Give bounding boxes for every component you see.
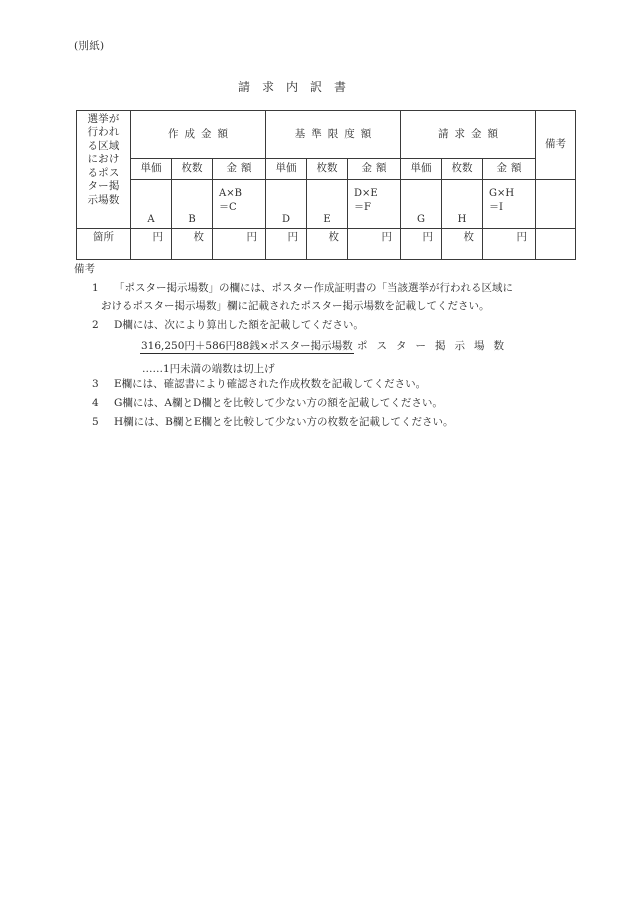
table-row-entry — [77, 229, 576, 260]
row-header-line-4: におけ — [87, 153, 120, 166]
subheader-creation-sheets: 枚数 — [172, 159, 213, 180]
remark-note-4-number: 4 — [92, 396, 99, 409]
page-title: 請求内訳書 — [238, 80, 359, 94]
subheader-creation-amount: 金額 — [213, 159, 266, 180]
table-row-sub-header — [77, 159, 576, 180]
subheader-creation-unit-price: 単価 — [131, 159, 172, 180]
cell-formula-creation-sheets[interactable] — [172, 180, 213, 229]
cell-formula-limit-unit-price[interactable] — [266, 180, 307, 229]
cell-formula-claim-unit-price[interactable] — [401, 180, 442, 229]
row-header-line-3: る区域 — [87, 139, 120, 152]
formula-g: G — [417, 214, 426, 226]
subheader-claim-amount: 金額 — [483, 159, 536, 180]
cell-entry-claim-sheets[interactable] — [442, 229, 483, 260]
formula-dxe: D×E ＝F — [354, 188, 378, 213]
formula-fraction — [140, 337, 513, 355]
cell-entry-claim-unit-price[interactable] — [401, 229, 442, 260]
unit-sheets: 枚 — [328, 231, 340, 243]
remark-note-1-line-2: おけるポスター掲示場数」欄に記載されたポスター掲示場数を記載してください。 — [101, 299, 490, 312]
unit-yen: 円 — [287, 231, 299, 243]
table-row-group-header — [77, 111, 576, 159]
remark-note-4 — [74, 394, 574, 412]
cell-entry-remarks[interactable] — [536, 229, 576, 260]
remark-note-2-number: 2 — [92, 318, 99, 331]
unit-yen: 円 — [516, 231, 528, 243]
column-header-remarks: 備考 — [536, 111, 576, 180]
cell-formula-claim-sheets[interactable] — [442, 180, 483, 229]
cell-formula-limit-sheets[interactable] — [307, 180, 348, 229]
cell-entry-claim-amount[interactable] — [483, 229, 536, 260]
cell-formula-limit-amount[interactable] — [348, 180, 401, 229]
subheader-limit-amount: 金額 — [348, 159, 401, 180]
remark-note-5-number: 5 — [92, 415, 99, 428]
subheader-claim-sheets: 枚数 — [442, 159, 483, 180]
formula-b: B — [188, 214, 196, 226]
formula-a: A — [147, 214, 155, 226]
unit-yen: 円 — [381, 231, 393, 243]
row-header-line-1: 選挙が — [87, 113, 120, 125]
formula-e: E — [323, 214, 331, 226]
remark-note-1-text — [101, 279, 574, 315]
remark-note-1-number: 1 — [92, 281, 99, 294]
group-header-standard-limit-amount: 基準限度額 — [266, 111, 401, 159]
remarks-section — [74, 262, 574, 432]
row-header-line-2: 行われ — [87, 126, 120, 139]
remark-note-1 — [74, 279, 574, 315]
cell-formula-creation-unit-price[interactable] — [131, 180, 172, 229]
remark-note-5-line-1: H欄には、B欄とE欄とを比較して少ない方の枚数を記載してください。 — [114, 415, 454, 428]
remark-note-1-line-1: 「ポスター掲示場数」の欄には、ポスター作成証明書の「当該選挙が行われる区域に — [114, 281, 513, 294]
limit-amount-formula — [140, 337, 574, 373]
cell-entry-creation-sheets[interactable] — [172, 229, 213, 260]
remark-note-3-line-1: E欄には、確認書により確認された作成枚数を記載してください。 — [114, 377, 427, 390]
row-header-line-6: ター掲 — [87, 180, 120, 193]
cell-formula-creation-amount[interactable] — [213, 180, 266, 229]
formula-numerator: 316,250円＋586円88銭×ポスター掲示場数 — [141, 339, 353, 352]
cell-formula-claim-amount[interactable] — [483, 180, 536, 229]
unit-yen: 円 — [246, 231, 258, 243]
cell-entry-creation-unit-price[interactable] — [131, 229, 172, 260]
unit-yen: 円 — [422, 231, 434, 243]
unit-places: 箇所 — [93, 231, 114, 243]
subheader-limit-unit-price: 単価 — [266, 159, 307, 180]
remark-note-4-line-1: G欄には、A欄とD欄とを比較して少ない方の額を記載してください。 — [114, 396, 443, 409]
cell-unit-poster-count[interactable] — [77, 229, 131, 260]
formula-axb: A×B ＝C — [219, 188, 242, 213]
billing-breakdown-table-wrapper — [76, 110, 567, 260]
row-header-line-5: るポス — [87, 166, 120, 179]
formula-d: D — [282, 214, 291, 226]
table-row-formula — [77, 180, 576, 229]
cell-entry-limit-unit-price[interactable] — [266, 229, 307, 260]
subheader-limit-sheets: 枚数 — [307, 159, 348, 180]
unit-sheets: 枚 — [193, 231, 204, 243]
group-header-creation-amount: 作成金額 — [131, 111, 266, 159]
row-header-poster-count — [77, 111, 131, 229]
formula-denominator: ポスター掲示場数 — [356, 339, 513, 352]
unit-sheets: 枚 — [463, 231, 475, 243]
billing-breakdown-table — [76, 110, 576, 260]
formula-rounding-note: ……1円未満の端数は切上げ — [142, 362, 275, 375]
cell-entry-limit-sheets[interactable] — [307, 229, 348, 260]
unit-yen: 円 — [152, 231, 163, 243]
remark-note-2-line-1: D欄には、次により算出した額を記載してください。 — [114, 318, 364, 331]
formula-h: H — [457, 214, 467, 226]
remark-note-5 — [74, 413, 574, 431]
cell-entry-creation-amount[interactable] — [213, 229, 266, 260]
row-header-line-7: 示場数 — [87, 193, 120, 206]
attachment-label: (別紙) — [74, 40, 105, 52]
remark-note-2 — [74, 316, 574, 373]
group-header-claim-amount: 請求金額 — [401, 111, 536, 159]
remark-note-3-number: 3 — [92, 377, 99, 390]
remarks-heading: 備考 — [74, 263, 95, 275]
cell-remarks-formula-row[interactable] — [536, 180, 576, 229]
remark-note-3 — [74, 375, 574, 393]
subheader-claim-unit-price: 単価 — [401, 159, 442, 180]
formula-gxh: G×H ＝I — [489, 188, 515, 213]
cell-entry-limit-amount[interactable] — [348, 229, 401, 260]
